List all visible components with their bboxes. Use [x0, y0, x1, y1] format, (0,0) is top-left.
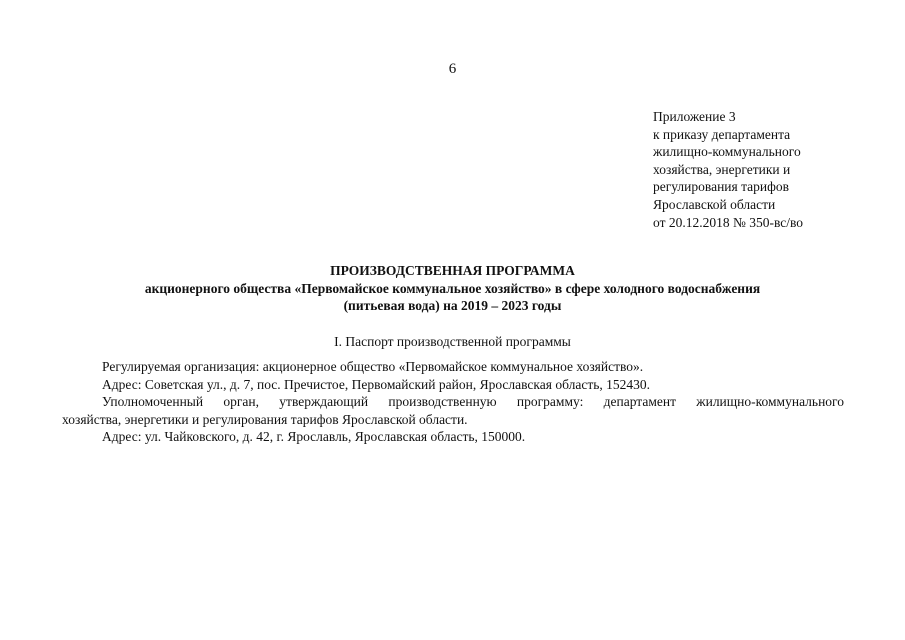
paragraph-organization: Регулируемая организация: акционерное общество «Первомайское коммунальное хозяйство».: [102, 359, 644, 374]
appendix-line: от 20.12.2018 № 350-вс/во: [653, 214, 804, 230]
appendix-reference: [653, 108, 893, 231]
appendix-line: Приложение 3: [653, 109, 736, 124]
title-line: акционерного общества «Первомайское коммунальное хозяйство» в сфере холодного водоснабжения: [144, 280, 761, 296]
appendix-line: к приказу департамента: [653, 126, 791, 142]
page-number: 6: [448, 61, 457, 77]
document-title: [60, 262, 845, 315]
appendix-line: Ярославской области: [653, 196, 776, 212]
paragraph-authority-address: Адрес: ул. Чайковского, д. 42, г. Ярославль, Ярославская область, 150000.: [102, 429, 526, 445]
paragraph-authority-line2: хозяйства, энергетики и регулирования тарифов Ярославской области.: [62, 411, 468, 427]
appendix-line: жилищно-коммунального: [653, 144, 801, 160]
appendix-line: регулирования тарифов: [653, 179, 790, 195]
appendix-line: хозяйства, энергетики и: [653, 161, 791, 177]
title-line: ПРОИЗВОДСТВЕННАЯ ПРОГРАММА: [330, 263, 575, 278]
title-line: (питьевая вода) на 2019 – 2023 годы: [343, 298, 562, 314]
section-heading: I. Паспорт производственной программы: [334, 334, 571, 349]
paragraph-organization-address: Адрес: Советская ул., д. 7, пос. Пречистое, Первомайский район, Ярославская область, 152430.: [102, 376, 651, 392]
paragraph-authority-line1: Уполномоченный орган, утверждающий производственную программу: департамент жилищно-коммунального: [102, 394, 844, 410]
passport-body: [62, 358, 844, 446]
